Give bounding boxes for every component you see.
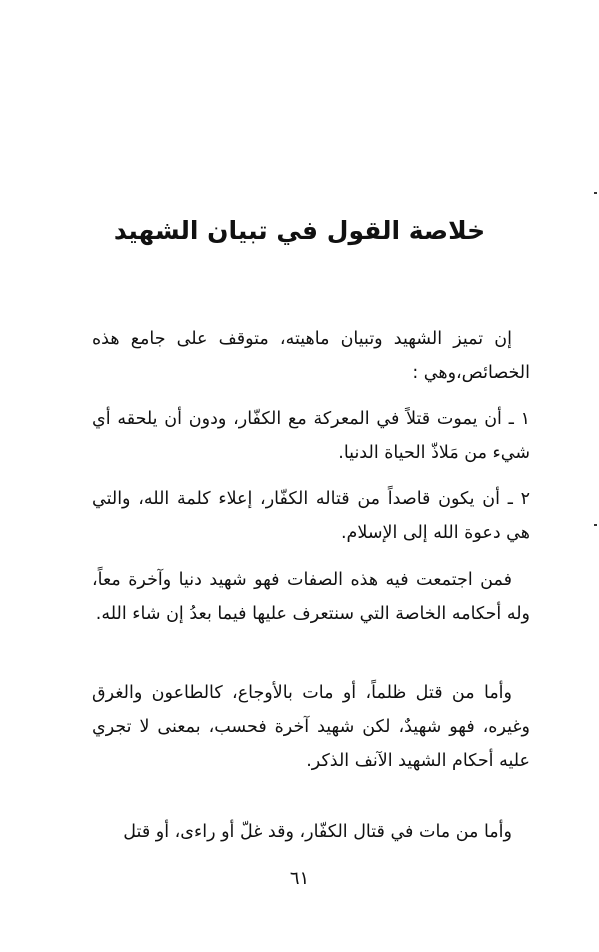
paragraph-condition-1: ١ ـ أن يموت قتلاً في المعركة مع الكفّار، ودون أن يلحقه أي شيء من مَلاذّ الحياة الدنيا. (92, 409, 530, 463)
paragraph-continuation: وأما من مات في قتال الكفّار، وقد غلّ أو راءى، أو قتل (123, 822, 512, 842)
section-title: خلاصة القول في تبيان الشهيد (113, 215, 486, 245)
paragraph-martyr-hereafter: وأما من قتل ظلماً، أو مات بالأوجاع، كالطاعون والغرق وغيره، فهو شهيدٌ، لكن شهيد آخرة فحسب، بمعنى لا تجري عليه أحكام الشهيد الآنف الذكر. (92, 683, 530, 771)
paragraph-intro: إن تميز الشهيد وتبيان ماهيته، متوقف على جامع هذه الخصائص،وهي : (92, 329, 530, 383)
edge-mark (594, 192, 597, 194)
page-number: ٦١ (289, 868, 310, 889)
paragraph-condition-2: ٢ ـ أن يكون قاصداً من قتاله الكفّار، إعلاء كلمة الله، والتي هي دعوة الله إلى الإسلام. (92, 489, 530, 543)
paragraph-conclusion: فمن اجتمعت فيه هذه الصفات فهو شهيد دنيا وآخرة معاً، وله أحكامه الخاصة التي سنتعرف عليها فيما بعدُ إن شاء الله. (92, 570, 530, 624)
edge-mark (594, 524, 597, 526)
